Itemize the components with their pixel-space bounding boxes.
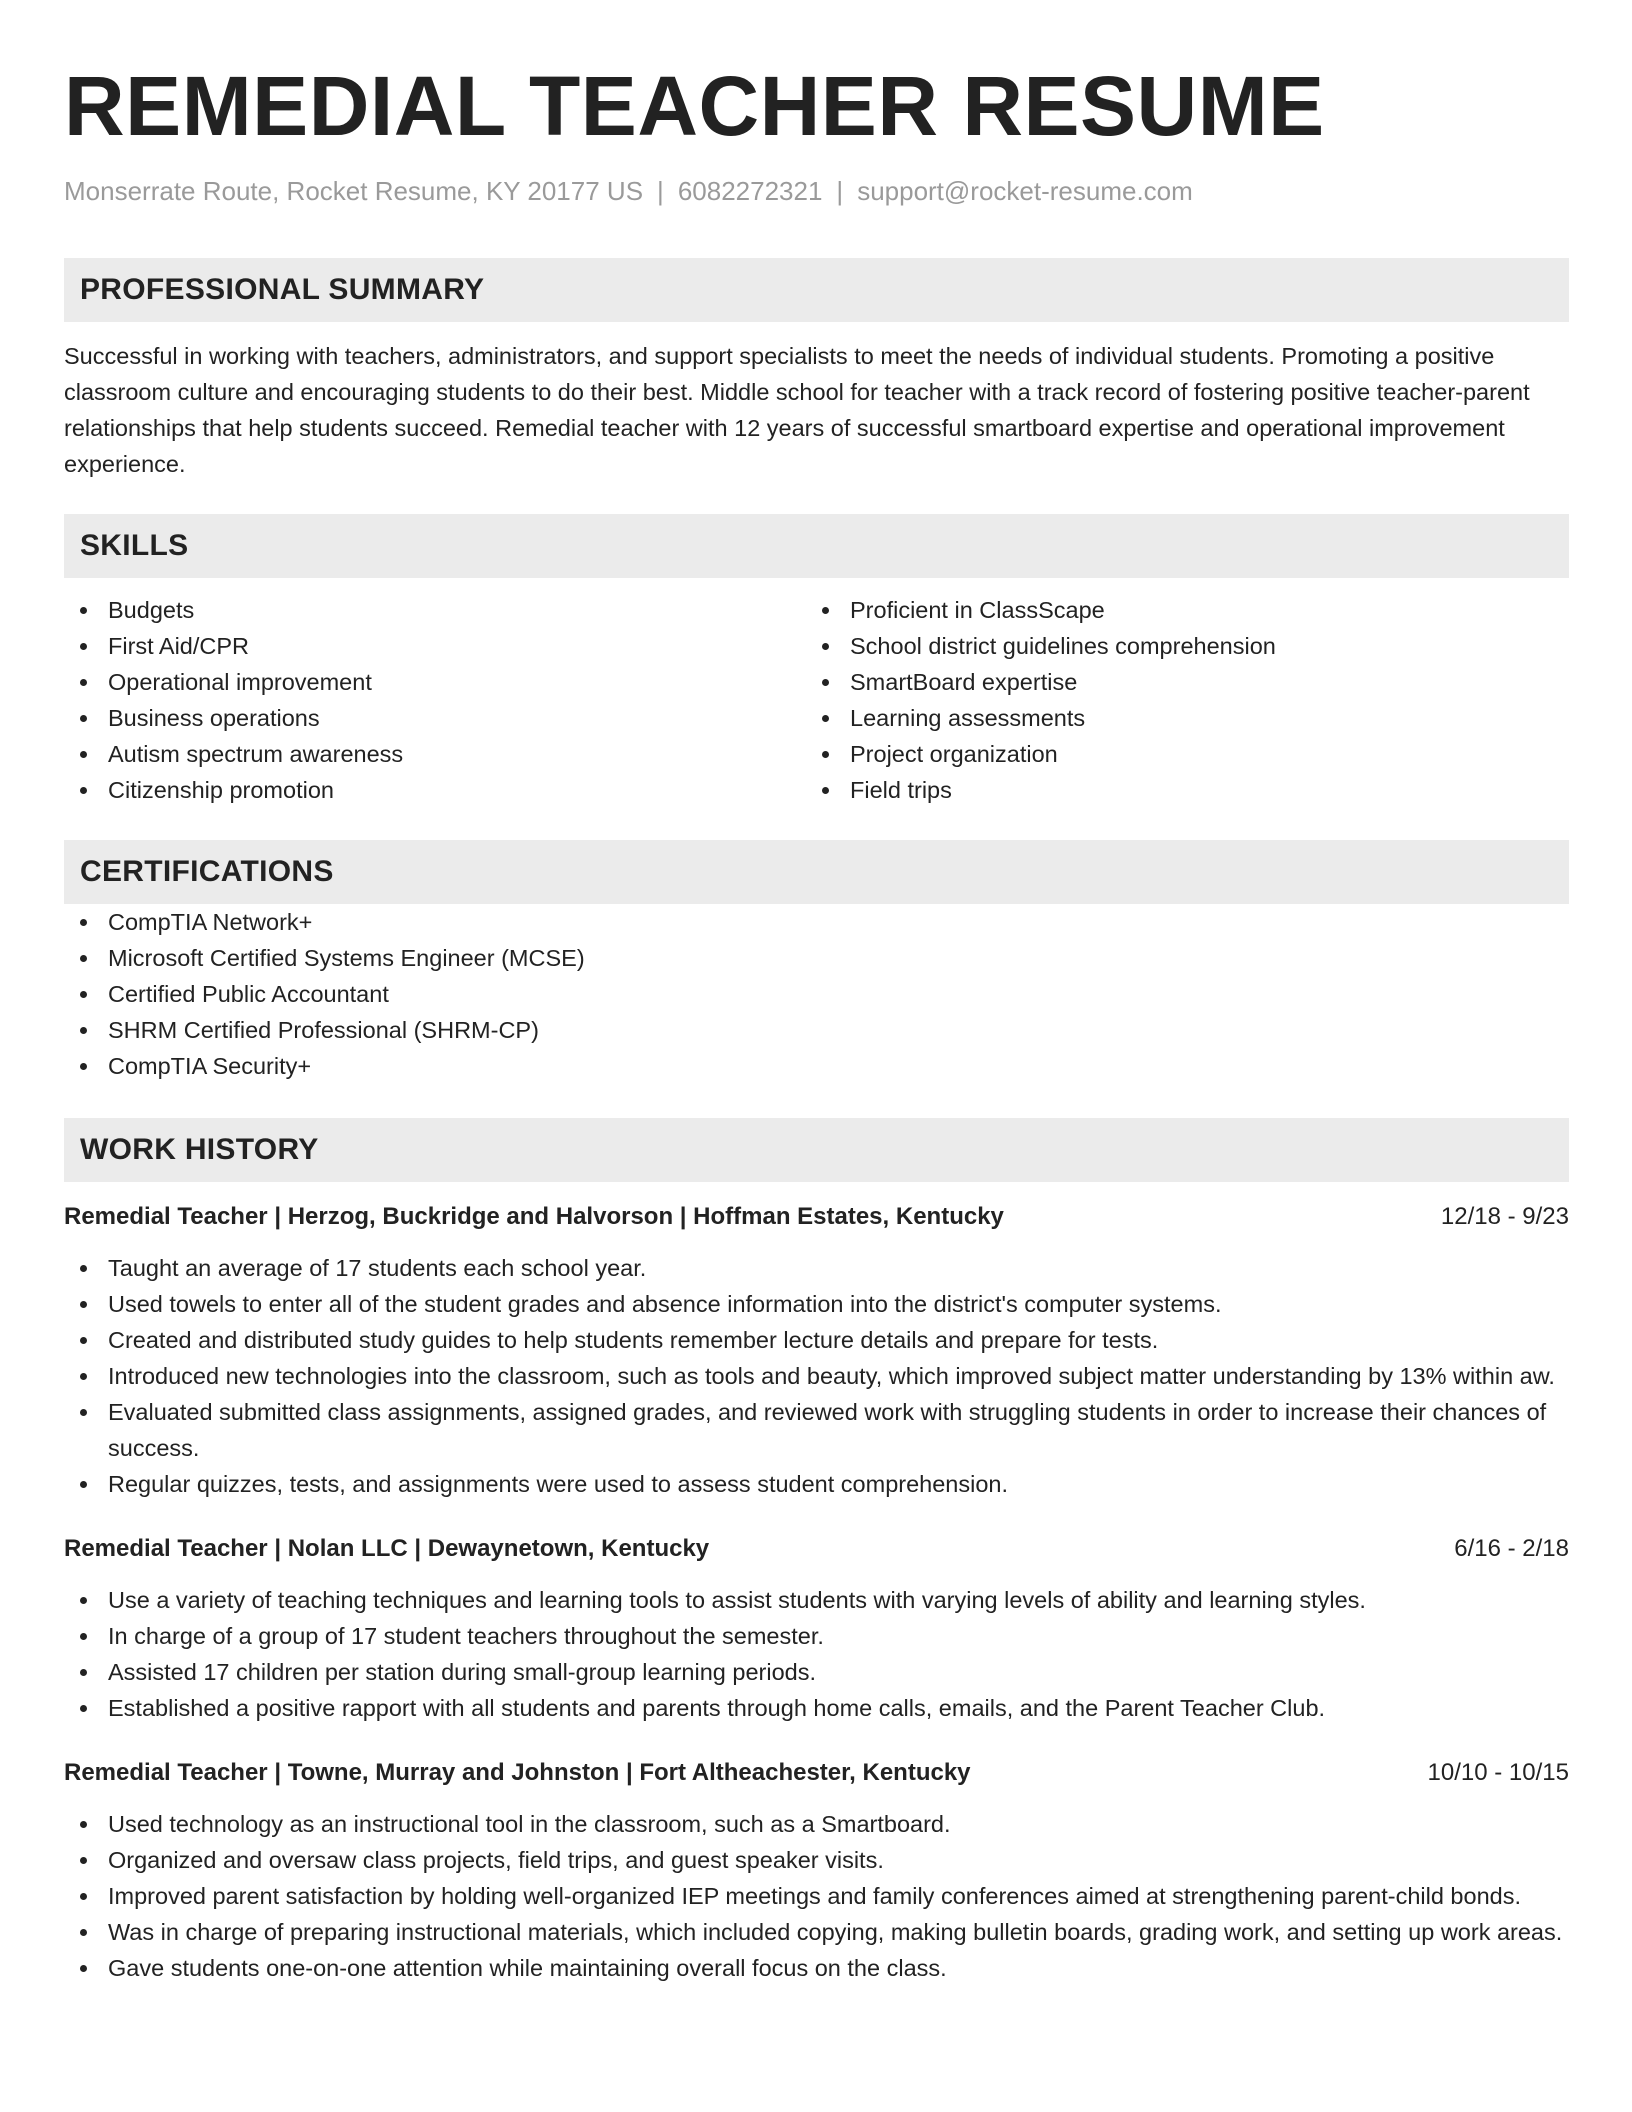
job-duties-list: [64, 1806, 1569, 1986]
skills-left-list: [64, 592, 806, 808]
job-duty: Created and distributed study guides to help students remember lecture details and prepare for tests.: [64, 1322, 1569, 1358]
skills-right-list: [806, 592, 1548, 808]
job-entry: [64, 1532, 1569, 1726]
skill-item: First Aid/CPR: [64, 628, 806, 664]
contact-separator: |: [657, 176, 664, 206]
job-duty: Used technology as an instructional tool in the classroom, such as a Smartboard.: [64, 1806, 1569, 1842]
summary-heading: PROFESSIONAL SUMMARY: [80, 273, 485, 306]
job-dates: 10/10 - 10/15: [1427, 1759, 1569, 1786]
certifications-list: [64, 904, 1569, 1084]
summary-section-header: [64, 258, 1569, 322]
certifications-section-header: [64, 840, 1569, 904]
job-entry: [64, 1200, 1569, 1502]
job-duty: Introduced new technologies into the classroom, such as tools and beauty, which improved subject matter understanding by 13% within aw.: [64, 1358, 1569, 1394]
job-duty: Organized and oversaw class projects, field trips, and guest speaker visits.: [64, 1842, 1569, 1878]
skill-item: Project organization: [806, 736, 1548, 772]
work-history-heading: WORK HISTORY: [80, 1133, 319, 1166]
job-duty: Improved parent satisfaction by holding well-organized IEP meetings and family conferences aimed at strengthening parent-child bonds.: [64, 1878, 1569, 1914]
job-entry: [64, 1756, 1569, 1986]
job-duty: Assisted 17 children per station during small-group learning periods.: [64, 1654, 1569, 1690]
job-title: Remedial Teacher | Nolan LLC | Dewaynetown, Kentucky: [64, 1535, 710, 1562]
skill-item: Autism spectrum awareness: [64, 736, 806, 772]
summary-text: Successful in working with teachers, administrators, and support specialists to meet the needs of individual students. Promoting a positive classroom culture and encouraging students to do their best. Middle school for teacher with a track record of fostering positive teacher-parent relationships that help students succeed. Remedial teacher with 12 years of successful smartboard expertise and operational improvement experience.: [64, 343, 1530, 477]
certification-item: SHRM Certified Professional (SHRM-CP): [64, 1012, 1569, 1048]
job-dates: 6/16 - 2/18: [1454, 1535, 1569, 1562]
job-title: Remedial Teacher | Herzog, Buckridge and Halvorson | Hoffman Estates, Kentucky: [64, 1203, 1004, 1230]
work-history-section-header: [64, 1118, 1569, 1182]
job-duty: Established a positive rapport with all students and parents through home calls, emails, and the Parent Teacher Club.: [64, 1690, 1569, 1726]
skills-right-column: [806, 592, 1548, 808]
job-duty: Use a variety of teaching techniques and learning tools to assist students with varying levels of ability and learning styles.: [64, 1582, 1569, 1618]
skill-item: Business operations: [64, 700, 806, 736]
skill-item: SmartBoard expertise: [806, 664, 1548, 700]
job-duty: In charge of a group of 17 student teachers throughout the semester.: [64, 1618, 1569, 1654]
job-duties-list: [64, 1250, 1569, 1502]
job-dates: 12/18 - 9/23: [1440, 1203, 1569, 1230]
contact-phone: 6082272321: [677, 176, 823, 206]
certification-item: CompTIA Security+: [64, 1048, 1569, 1084]
job-duty: Taught an average of 17 students each school year.: [64, 1250, 1569, 1286]
job-duty: Gave students one-on-one attention while maintaining overall focus on the class.: [64, 1950, 1569, 1986]
contact-separator: |: [836, 176, 844, 206]
job-duty: Used towels to enter all of the student grades and absence information into the district's computer systems.: [64, 1286, 1569, 1322]
skill-item: Operational improvement: [64, 664, 806, 700]
job-header: [64, 1756, 1569, 1790]
job-title: Remedial Teacher | Towne, Murray and Johnston | Fort Altheachester, Kentucky: [64, 1759, 971, 1786]
contact-line: [64, 174, 1569, 208]
certifications-heading: CERTIFICATIONS: [80, 855, 334, 888]
job-duty: Was in charge of preparing instructional materials, which included copying, making bulletin boards, grading work, and setting up work areas.: [64, 1914, 1569, 1950]
skill-item: Field trips: [806, 772, 1548, 808]
skill-item: Citizenship promotion: [64, 772, 806, 808]
skill-item: Budgets: [64, 592, 806, 628]
skill-item: School district guidelines comprehension: [806, 628, 1548, 664]
job-header: [64, 1200, 1569, 1234]
certification-item: CompTIA Network+: [64, 904, 1569, 940]
skill-item: Learning assessments: [806, 700, 1548, 736]
contact-email: support@rocket-resume.com: [857, 176, 1193, 206]
skills-columns: [64, 592, 1569, 808]
skills-section-header: [64, 514, 1569, 578]
job-duties-list: [64, 1582, 1569, 1726]
skills-left-column: [64, 592, 806, 808]
skills-heading: SKILLS: [80, 529, 189, 562]
contact-address: Monserrate Route, Rocket Resume, KY 20177 US: [64, 176, 644, 206]
certification-item: Certified Public Accountant: [64, 976, 1569, 1012]
job-header: [64, 1532, 1569, 1566]
job-duty: Evaluated submitted class assignments, assigned grades, and reviewed work with struggling students in order to increase their chances of success.: [64, 1394, 1569, 1466]
skill-item: Proficient in ClassScape: [806, 592, 1548, 628]
job-duty: Regular quizzes, tests, and assignments were used to assess student comprehension.: [64, 1466, 1569, 1502]
resume-title: REMEDIAL TEACHER RESUME: [64, 59, 1325, 153]
certification-item: Microsoft Certified Systems Engineer (MCSE): [64, 940, 1569, 976]
